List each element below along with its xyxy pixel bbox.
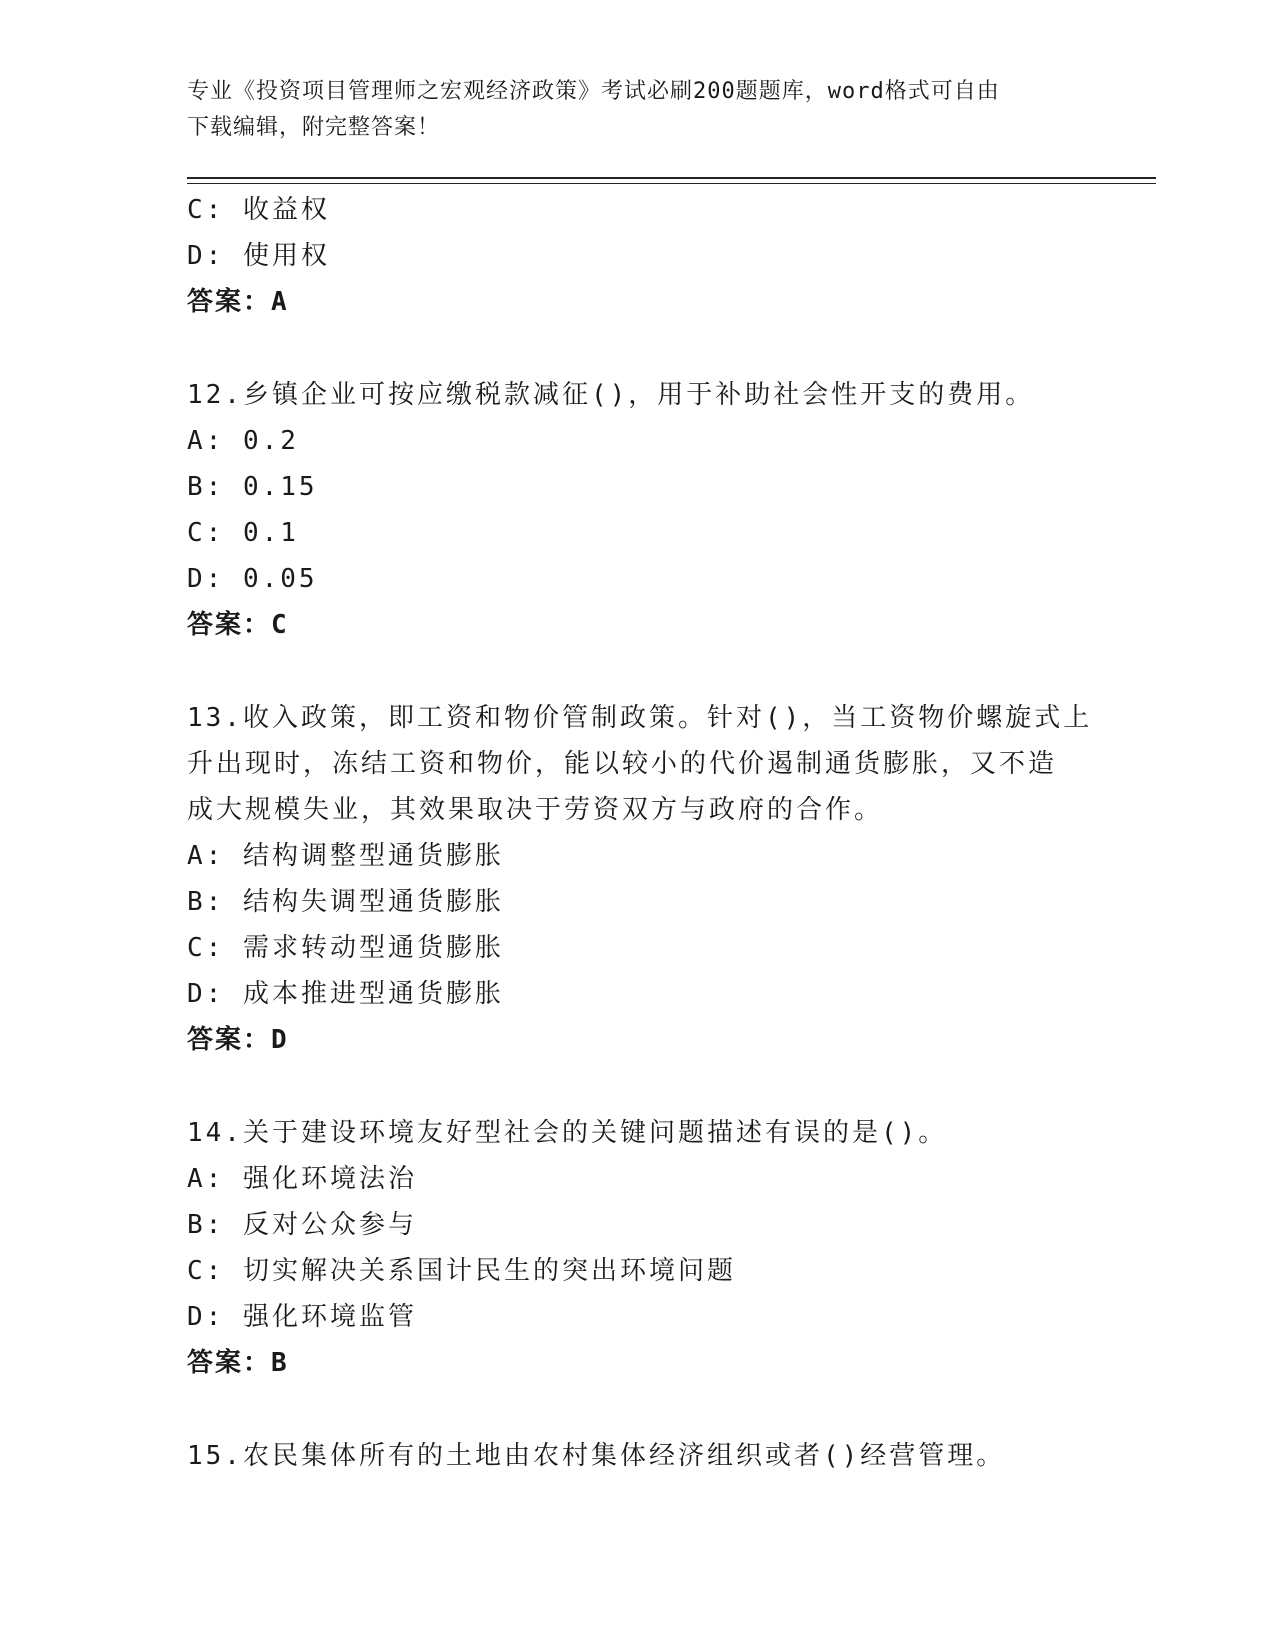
question-stem-line-3: 成大规模失业，其效果取决于劳资双方与政府的合作。: [187, 795, 884, 825]
spacer: [187, 325, 1087, 372]
question-stem: 12.乡镇企业可按应缴税款减征()，用于补助社会性开支的费用。: [187, 380, 1035, 410]
option-c: C: 需求转动型通货膨胀: [187, 933, 504, 963]
question-list: [187, 187, 1093, 1479]
option-a: A: 强化环境法治: [187, 1164, 417, 1194]
option-c: C: 0.1: [187, 518, 299, 548]
answer-line: 答案：B: [187, 1348, 289, 1378]
option-d: D: 成本推进型通货膨胀: [187, 979, 504, 1009]
question-13: [187, 695, 1093, 1063]
question-14: [187, 1110, 1087, 1386]
option-c: C: 收益权: [187, 195, 330, 225]
question-stem-line-1: 13.收入政策，即工资和物价管制政策。针对()，当工资物价螺旋式上: [187, 703, 1093, 733]
spacer: [187, 648, 1087, 695]
header-rule-thick: [187, 177, 1156, 179]
header-rule-thin: [187, 183, 1156, 184]
spacer: [187, 1386, 1087, 1433]
option-c: C: 切实解决关系国计民生的突出环境问题: [187, 1256, 736, 1286]
document-header: [187, 74, 1067, 146]
answer-line: 答案：A: [187, 287, 289, 317]
answer-line: 答案：D: [187, 1025, 289, 1055]
option-a: A: 0.2: [187, 426, 299, 456]
spacer: [187, 1063, 1087, 1110]
question-15: [187, 1433, 1087, 1479]
option-b: B: 结构失调型通货膨胀: [187, 887, 504, 917]
header-line-2: 下载编辑，附完整答案！: [187, 115, 441, 140]
option-d: D: 使用权: [187, 241, 330, 271]
question-12: [187, 372, 1087, 648]
option-b: B: 反对公众参与: [187, 1210, 417, 1240]
question-stem: 15.农民集体所有的土地由农村集体经济组织或者()经营管理。: [187, 1441, 1006, 1471]
option-d: D: 强化环境监管: [187, 1302, 417, 1332]
option-d: D: 0.05: [187, 564, 318, 594]
option-a: A: 结构调整型通货膨胀: [187, 841, 504, 871]
option-b: B: 0.15: [187, 472, 318, 502]
answer-line: 答案：C: [187, 610, 289, 640]
question-11-tail: [187, 187, 1087, 325]
question-stem: 14.关于建设环境友好型社会的关键问题描述有误的是()。: [187, 1118, 948, 1148]
header-line-1: 专业《投资项目管理师之宏观经济政策》考试必刷200题题库，word格式可自由: [187, 79, 1000, 104]
question-stem-line-2: 升出现时，冻结工资和物价，能以较小的代价遏制通货膨胀，又不造: [187, 749, 1058, 779]
